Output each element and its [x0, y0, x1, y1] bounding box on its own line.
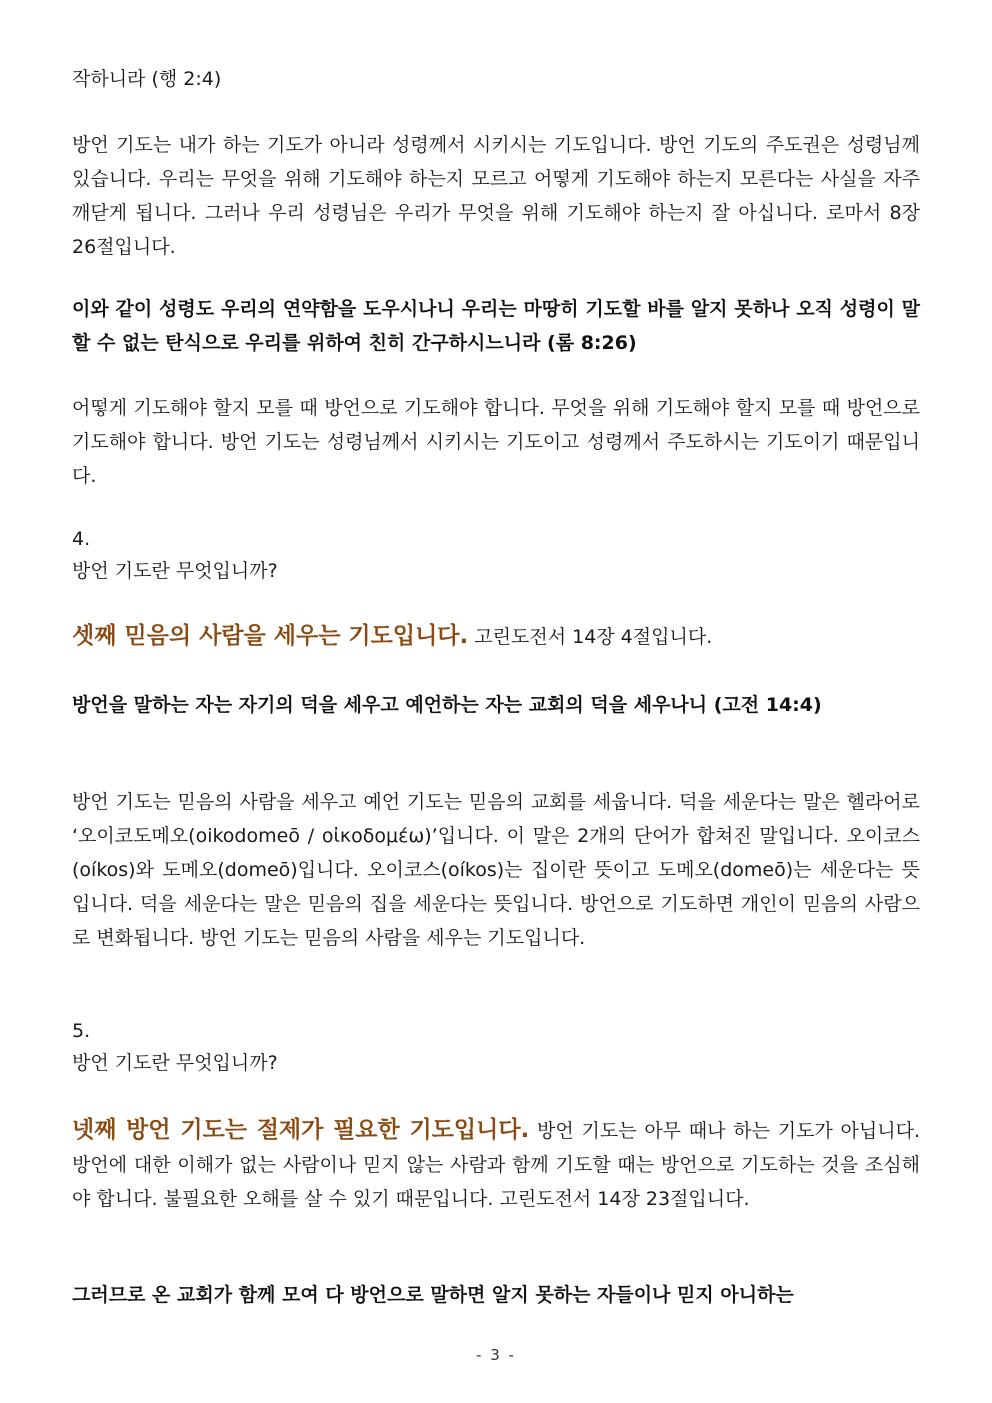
- section-number: 4.: [72, 528, 91, 550]
- section-heading: [72, 619, 920, 654]
- heading-highlight: 셋째 믿음의 사람을 세우는 기도입니다.: [72, 623, 469, 649]
- body-paragraph: 방언 기도는 내가 하는 기도가 아니라 성령께서 시키시는 기도입니다. 방언 기도의 주도권은 성령님께 있습니다. 우리는 무엇을 위해 기도해야 하는지 모르고 어떻게 기도해야 하는지 모른다는 사실을 자주 깨닫게 됩니다. 그러나 우리 성령님은 우리가 무엇을 위해 기도해야 하는지 잘 아십니다. 로마서 8장 26절입니다.: [72, 134, 920, 258]
- heading-tail: 방언 기도는 아무 때나 하는 기도가 아닙니다. 방언에 대한 이해가 없는 사람이나 믿지 않는 사람과 함께 기도할 때는 방언으로 기도하는 것을 조심해야 합니다. 불필요한 오해를 살 수 있기 때문입니다. 고린도전서 14장 23절입니다.: [72, 1120, 920, 1210]
- section-number: 5.: [72, 1020, 91, 1042]
- body-paragraph: 어떻게 기도해야 할지 모를 때 방언으로 기도해야 합니다. 무엇을 위해 기도해야 할지 모를 때 방언으로 기도해야 합니다. 방언 기도는 성령님께서 시키시는 기도이고 성령께서 주도하시는 기도이기 때문입니다.: [72, 397, 920, 487]
- scripture-quote: 이와 같이 성령도 우리의 연약함을 도우시나니 우리는 마땅히 기도할 바를 알지 못하나 오직 성령이 말할 수 없는 탄식으로 우리를 위하여 친히 간구하시느니라 (롬 8:26): [72, 298, 920, 354]
- body-paragraph: 방언 기도는 믿음의 사람을 세우고 예언 기도는 믿음의 교회를 세웁니다. 덕을 세운다는 말은 헬라어로 ‘오이코도메오(oikodomeō / οἰκοδομέω)’입니다. 이 말은 2개의 단어가 합쳐진 말입니다. 오이코스(oíkos)와 도메오(domeō)입니다. 오이코스(oíkos)는 집이란 뜻이고 도메오(domeō)는 세운다는 뜻입니다. 덕을 세운다는 말은 믿음의 집을 세운다는 뜻입니다. 방언으로 기도하면 개인이 믿음의 사람으로 변화됩니다. 방언 기도는 믿음의 사람을 세우는 기도입니다.: [72, 791, 920, 949]
- scripture-quote: 방언을 말하는 자는 자기의 덕을 세우고 예언하는 자는 교회의 덕을 세우나니 (고전 14:4): [72, 694, 822, 716]
- heading-tail: 고린도전서 14장 4절입니다.: [468, 626, 713, 648]
- scripture-ref-continuation: 작하니라 (행 2:4): [72, 68, 222, 90]
- scripture-quote: 그러므로 온 교회가 함께 모여 다 방언으로 말하면 알지 못하는 자들이나 믿지 아니하는: [72, 1284, 794, 1306]
- section-heading: [72, 1113, 920, 1216]
- section-question: 방언 기도란 무엇입니까?: [72, 560, 278, 582]
- heading-highlight: 넷째 방언 기도는 절제가 필요한 기도입니다.: [72, 1117, 530, 1143]
- section-question: 방언 기도란 무엇입니까?: [72, 1052, 278, 1074]
- page-number: - 3 -: [476, 1346, 516, 1364]
